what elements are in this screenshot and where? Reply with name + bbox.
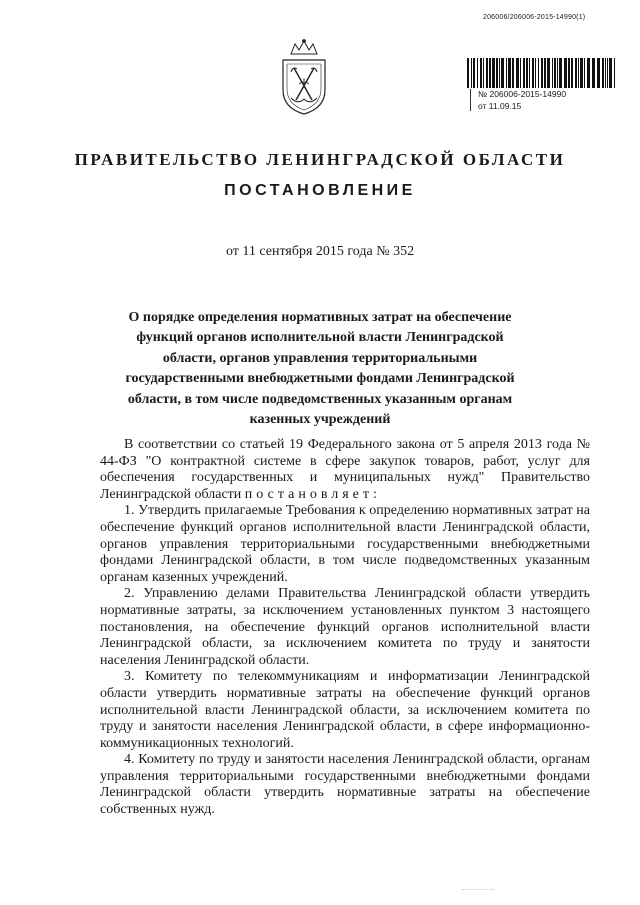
barcode-bar xyxy=(607,58,608,88)
barcode-bar xyxy=(473,58,475,88)
barcode-bar xyxy=(587,58,590,88)
decree-word: постановляет: xyxy=(244,486,381,502)
barcode-bar xyxy=(597,58,600,88)
barcode-bar xyxy=(584,58,585,88)
barcode-bar xyxy=(564,58,567,88)
registration-number: № 206006-2015-14990 xyxy=(478,89,567,99)
document-subject: О порядке определения нормативных затрат на обеспечение функций органов исполнительной власти Ленинградской области, органов управления территориальными государственными внебюджетными фондами Ленинградской области, в том числе подведомственных указанным органам казенных учреждений xyxy=(125,310,515,428)
barcode-bar xyxy=(477,58,478,88)
barcode-bar xyxy=(492,58,495,88)
barcode-bar xyxy=(516,58,519,88)
barcode-bar xyxy=(538,58,539,88)
barcode-bar xyxy=(592,58,595,88)
barcode-bar xyxy=(571,58,573,88)
barcode-bar xyxy=(499,58,500,88)
barcode xyxy=(465,58,621,88)
barcode-bar xyxy=(506,58,507,88)
barcode-bar xyxy=(541,58,543,88)
preamble-text: В соответствии со статьей 19 Федерального закона от 5 апреля 2013 года № 44-ФЗ "О контрактной системе в сфере закупок товаров, работ, услуг для обеспечения государственных и муниципальных нужд" Правительство Ленинградской области xyxy=(100,437,590,502)
barcode-bar xyxy=(480,58,482,88)
barcode-bar xyxy=(489,58,491,88)
barcode-bar xyxy=(526,58,528,88)
barcode-bar xyxy=(512,58,514,88)
scan-artifact xyxy=(462,889,494,891)
barcode-bar xyxy=(559,58,562,88)
barcode-bar xyxy=(535,58,536,88)
document-type: ПОСТАНОВЛЕНИЕ xyxy=(224,182,416,199)
barcode-bar xyxy=(547,58,550,88)
barcode-bar xyxy=(467,58,469,88)
barcode-bar xyxy=(471,58,472,88)
document-date: от 11 сентября 2015 года № 352 xyxy=(225,244,415,259)
document-top-code: 206006/206006-2015-14990(1) xyxy=(483,14,586,21)
barcode-bar xyxy=(554,58,556,88)
barcode-bar xyxy=(544,58,546,88)
barcode-bar xyxy=(523,58,525,88)
registration-bracket xyxy=(470,89,471,111)
barcode-bar xyxy=(578,58,579,88)
barcode-bar xyxy=(486,58,488,88)
barcode-bar xyxy=(614,58,615,88)
barcode-bar xyxy=(496,58,498,88)
barcode-bar xyxy=(520,58,521,88)
barcode-bar xyxy=(552,58,553,88)
paragraph-2: 2. Управлению делами Правительства Ленинградской области утвердить нормативные затраты, за исключением установленных пунктом 3 настоящего постановления, на обеспечение функций органов исполнительной власти Ленинградской области, за исключением комитета по труду и занятости населения Ленинградской области. xyxy=(100,586,590,668)
coat-of-arms-icon xyxy=(277,38,331,116)
barcode-bar xyxy=(568,58,570,88)
barcode-bar xyxy=(501,58,504,88)
registration-date: от 11.09.15 xyxy=(478,101,522,111)
paragraph-1: 1. Утвердить прилагаемые Требования к определению нормативных затрат на обеспечение функций органов исполнительной власти Ленинградской области, органов управления территориальными государственными внебюджетными фондами Ленинградской области, в том числе подведомственных указанным органам казенных учреждений. xyxy=(100,503,590,585)
paragraph-3: 3. Комитету по телекоммуникациям и информатизации Ленинградской области утвердить нормативные затраты на обеспечение функций органов исполнительной власти Ленинградской области, за исключением комитета по труду и занятости населения Ленинградской области, в сфере информационно-коммуникационных технологий. xyxy=(100,669,590,751)
preamble-paragraph xyxy=(100,437,590,503)
barcode-bar xyxy=(532,58,534,88)
barcode-bar xyxy=(529,58,530,88)
paragraph-4: 4. Комитету по труду и занятости населения Ленинградской области, органам управления территориальными государственными внебюджетными фондами Ленинградской области утвердить нормативные затраты на обеспечение собственных нужд. xyxy=(100,752,590,818)
barcode-bar xyxy=(575,58,577,88)
barcode-bar xyxy=(508,58,511,88)
barcode-bar xyxy=(483,58,484,88)
barcode-bar xyxy=(580,58,583,88)
barcode-bar xyxy=(557,58,558,88)
government-title: ПРАВИТЕЛЬСТВО ЛЕНИНГРАДСКОЙ ОБЛАСТИ xyxy=(74,150,566,169)
document-body xyxy=(100,437,590,819)
barcode-bar xyxy=(602,58,604,88)
barcode-bar xyxy=(609,58,612,88)
barcode-bar xyxy=(605,58,606,88)
